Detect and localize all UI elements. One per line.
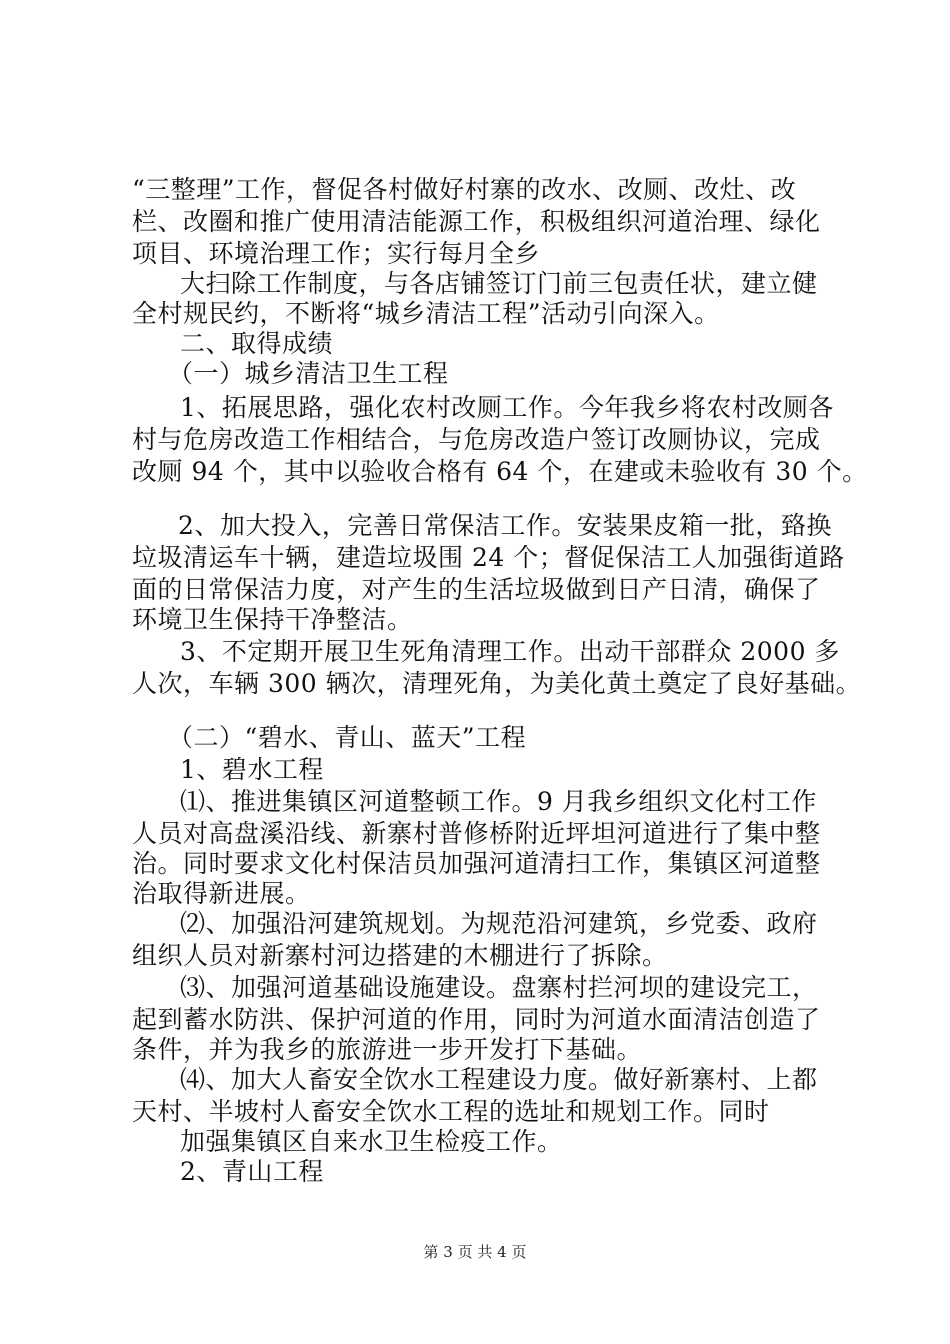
page-number-footer: 第 3 页 共 4 页 <box>423 1243 527 1261</box>
text-line: ⑴、推进集镇区河道整顿工作。9 月我乡组织文化村工作 <box>180 787 817 816</box>
section-heading: 二、取得成绩 <box>180 329 334 358</box>
text-line: ⑵、加强沿河建筑规划。为规范沿河建筑，乡党委、政府 <box>180 909 818 938</box>
text-line: 3、不定期开展卫生死角清理工作。出动干部群众 2000 多 <box>180 637 840 666</box>
text-line: 治取得新进展。 <box>132 879 311 908</box>
text-line: 垃圾清运车十辆，建造垃圾围 24 个；督促保洁工人加强街道路 <box>132 543 845 572</box>
text-line: “三整理”工作，督促各村做好村寨的改水、改厕、改灶、改 <box>132 175 797 204</box>
text-line: 1、拓展思路，强化农村改厕工作。今年我乡将农村改厕各 <box>180 393 834 422</box>
text-line: 天村、半坡村人畜安全饮水工程的选址和规划工作。同时 <box>132 1097 770 1126</box>
text-line: 环境卫生保持干净整洁。 <box>132 605 413 634</box>
text-line: 组织人员对新寨村河边搭建的木棚进行了拆除。 <box>132 941 668 970</box>
text-line: 治。同时要求文化村保洁员加强河道清扫工作，集镇区河道整 <box>132 849 821 878</box>
subsection-heading: （二）“碧水、青山、蓝天”工程 <box>168 723 527 752</box>
text-line: 全村规民约，不断将“城乡清洁工程”活动引向深入。 <box>132 299 720 328</box>
text-line: ⑶、加强河道基础设施建设。盘寨村拦河坝的建设完工， <box>180 973 818 1002</box>
text-line: 栏、改圈和推广使用清洁能源工作，积极组织河道治理、绿化 <box>132 207 821 236</box>
text-line: 人员对高盘溪沿线、新寨村普修桥附近坪坦河道进行了集中整 <box>132 819 821 848</box>
text-line: 项目、环境治理工作；实行每月全乡 <box>132 239 541 268</box>
text-line: 起到蓄水防洪、保护河道的作用，同时为河道水面清洁创造了 <box>132 1005 821 1034</box>
text-line: 大扫除工作制度，与各店铺签订门前三包责任状，建立健 <box>180 269 818 298</box>
text-line: 条件，并为我乡的旅游进一步开发打下基础。 <box>132 1035 643 1064</box>
subsection-heading: （一）城乡清洁卫生工程 <box>168 359 449 388</box>
text-line: 2、加大投入，完善日常保洁工作。安装果皮箱一批，臵换 <box>178 511 832 540</box>
item-heading: 2、青山工程 <box>180 1157 324 1186</box>
item-heading: 1、碧水工程 <box>180 755 324 784</box>
text-line: 人次，车辆 300 辆次，清理死角，为美化黄土奠定了良好基础。 <box>132 669 862 698</box>
text-line: 加强集镇区自来水卫生检疫工作。 <box>180 1127 563 1156</box>
text-line: ⑷、加大人畜安全饮水工程建设力度。做好新寨村、上都 <box>180 1065 818 1094</box>
text-line: 村与危房改造工作相结合，与危房改造户签订改厕协议，完成 <box>132 425 821 454</box>
text-line: 改厕 94 个，其中以验收合格有 64 个，在建或未验收有 30 个。 <box>132 457 868 486</box>
text-line: 面的日常保洁力度，对产生的生活垃圾做到日产日清，确保了 <box>132 575 821 604</box>
